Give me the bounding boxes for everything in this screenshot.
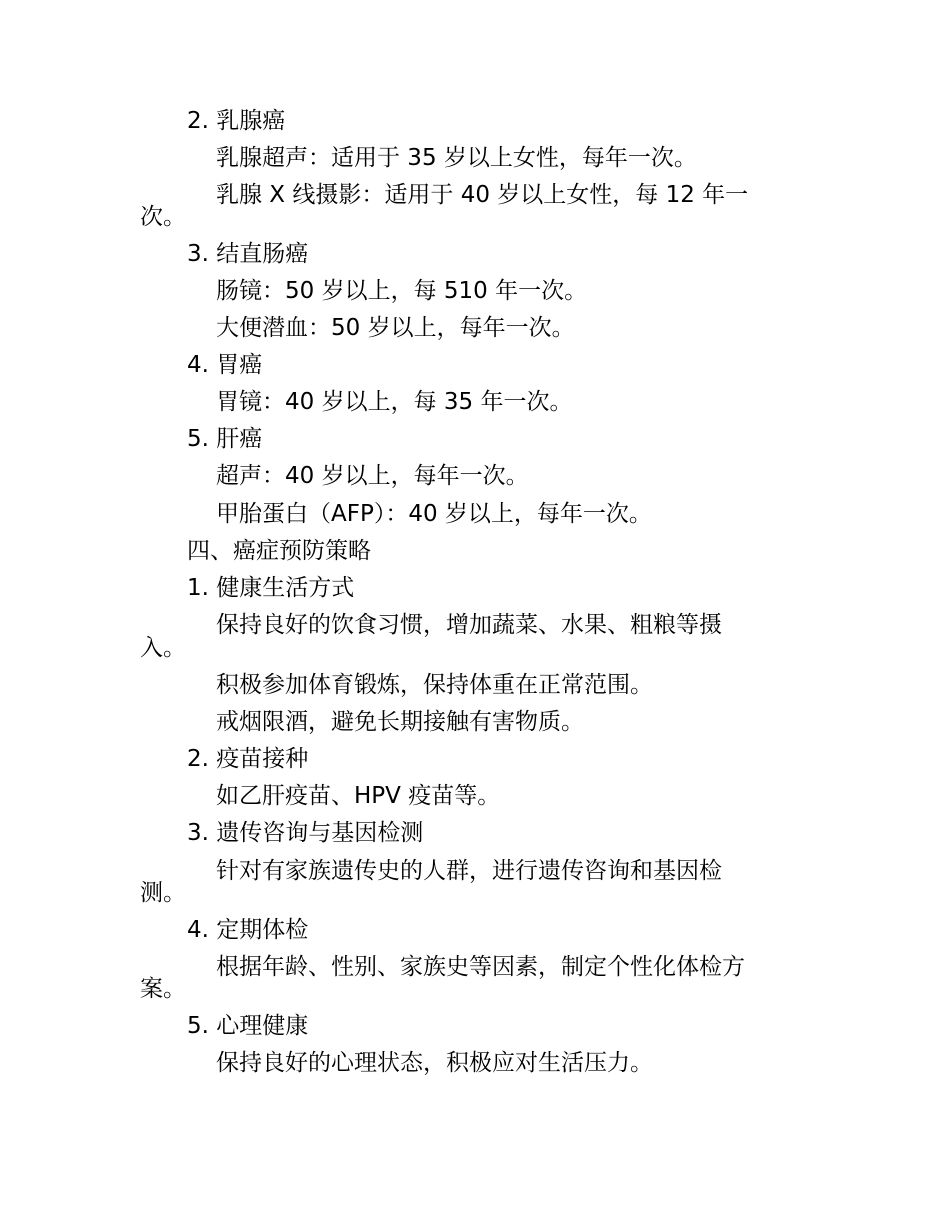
text-line: 如乙肝疫苗、HPV 疫苗等。 [216,783,501,809]
text-line: 大便潜血：50 岁以上，每年一次。 [216,315,575,341]
section-heading-prevention: 四、癌症预防策略 [187,538,371,564]
heading-vaccination: 2. 疫苗接种 [187,746,309,772]
text-line: 积极参加体育锻炼，保持体重在正常范围。 [216,672,653,698]
text-line: 戒烟限酒，避免长期接触有害物质。 [216,709,584,735]
text-line-wrap: 测。 [140,880,186,906]
text-line: 乳腺 X 线摄影：适用于 40 岁以上女性，每 12 年一 [216,182,749,208]
text-line: 根据年龄、性别、家族史等因素，制定个性化体检方 [216,954,745,980]
text-line: 乳腺超声：适用于 35 岁以上女性，每年一次。 [216,145,697,171]
heading-healthy-lifestyle: 1. 健康生活方式 [187,575,355,601]
text-line: 胃镜：40 岁以上，每 35 年一次。 [216,389,573,415]
heading-regular-checkup: 4. 定期体检 [187,917,309,943]
heading-mental-health: 5. 心理健康 [187,1013,309,1039]
text-line: 肠镜：50 岁以上，每 510 年一次。 [216,278,588,304]
heading-breast-cancer: 2. 乳腺癌 [187,108,286,134]
text-line: 超声：40 岁以上，每年一次。 [216,463,529,489]
heading-genetic-counseling: 3. 遗传咨询与基因检测 [187,820,424,846]
text-line-wrap: 次。 [140,204,186,230]
text-line-wrap: 案。 [140,976,186,1002]
text-line-wrap: 入。 [140,635,186,661]
text-line: 针对有家族遗传史的人群，进行遗传咨询和基因检 [216,858,722,884]
heading-stomach-cancer: 4. 胃癌 [187,352,263,378]
heading-liver-cancer: 5. 肝癌 [187,426,263,452]
text-line: 保持良好的饮食习惯，增加蔬菜、水果、粗粮等摄 [216,612,722,638]
text-line: 甲胎蛋白（AFP）：40 岁以上，每年一次。 [216,501,652,527]
heading-colorectal-cancer: 3. 结直肠癌 [187,241,309,267]
text-line: 保持良好的心理状态，积极应对生活压力。 [216,1050,653,1076]
